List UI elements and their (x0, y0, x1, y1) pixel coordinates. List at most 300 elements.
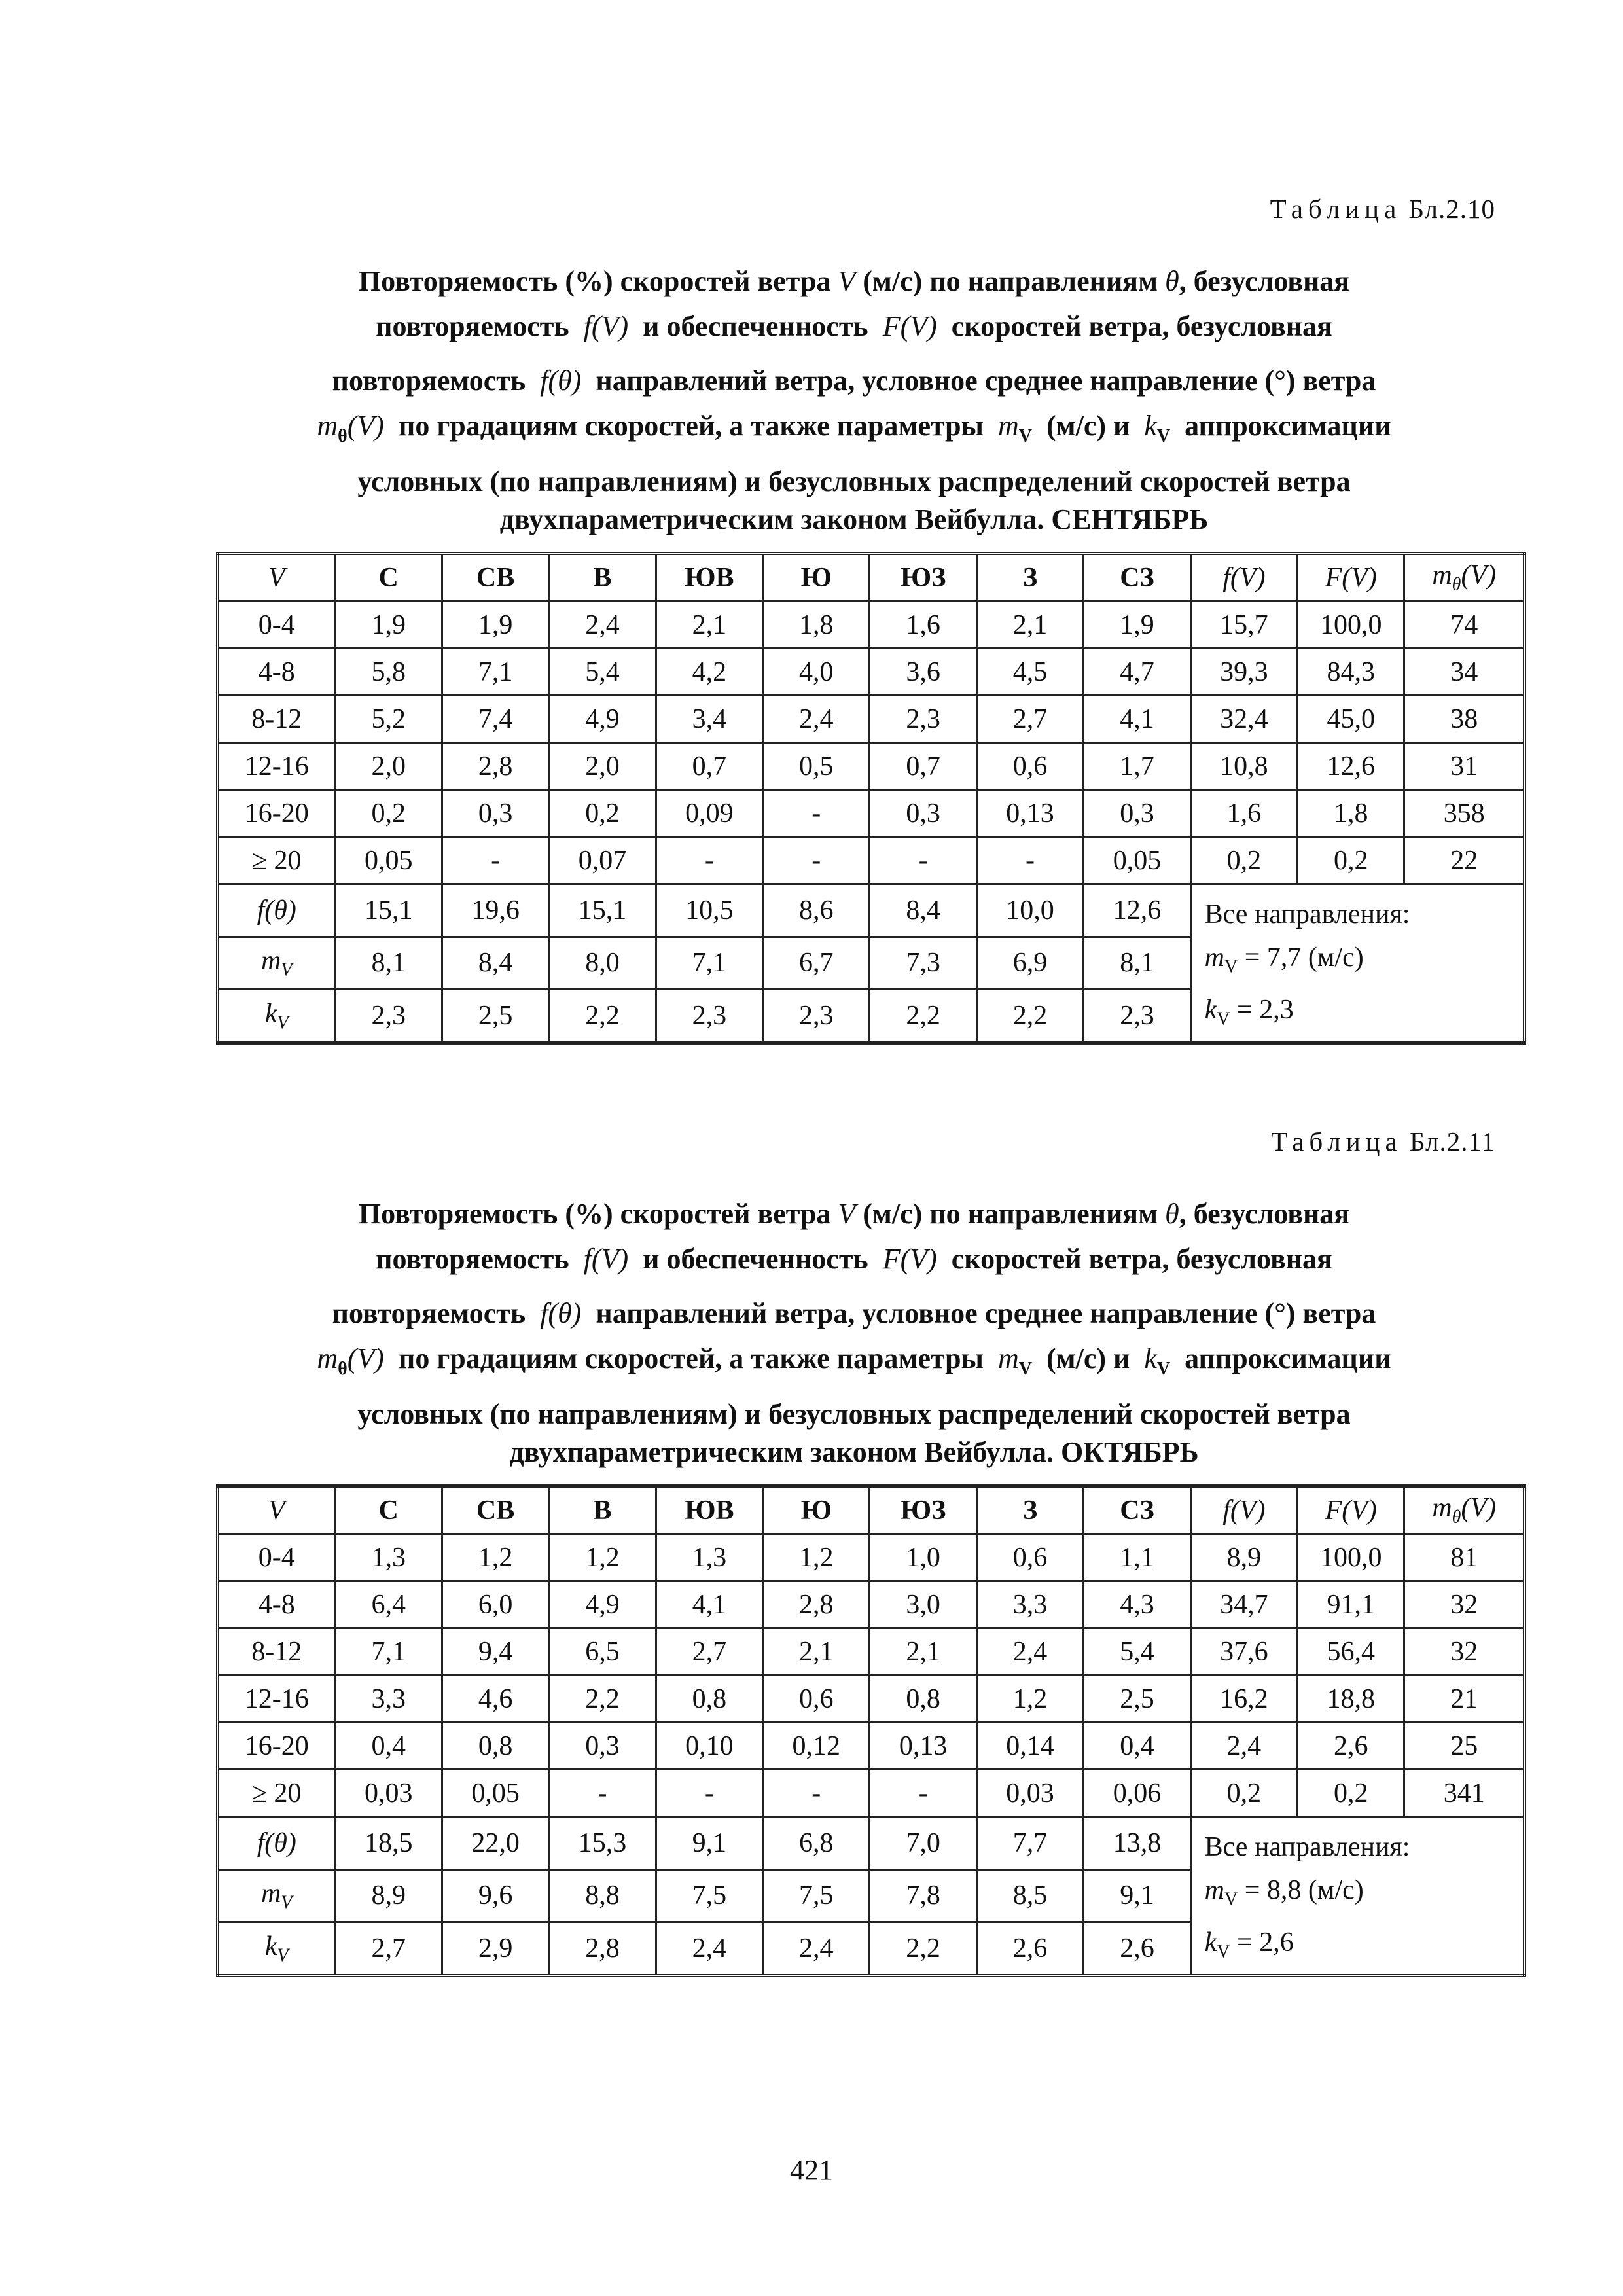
kv-cell: 2,6 (976, 1922, 1083, 1976)
f-v-cell: 8,9 (1190, 1534, 1297, 1581)
f-theta-cell: 8,4 (870, 884, 976, 937)
header-direction: СВ (442, 554, 548, 601)
title-text: по градациям скоростей, а также параметры (398, 410, 984, 442)
frequency-cell: 0,05 (442, 1770, 548, 1817)
frequency-cell: 4,1 (656, 1581, 762, 1628)
kv-cell: 2,3 (335, 990, 442, 1043)
frequency-cell: 0,8 (442, 1723, 548, 1770)
all-directions-kv (1205, 988, 1523, 1041)
title-line (216, 1395, 1492, 1433)
frequency-cell: 1,9 (335, 601, 442, 649)
title-text: (м/с) и (1046, 410, 1130, 442)
frequency-cell: 4,9 (549, 1581, 656, 1628)
f-theta-cell: 19,6 (442, 884, 548, 937)
f-theta-cell: 15,1 (549, 884, 656, 937)
table-row (218, 1770, 1525, 1817)
F-v-cell: 0,2 (1298, 837, 1404, 884)
frequency-cell: 2,4 (763, 696, 870, 743)
speed-range: ≥ 20 (218, 837, 336, 884)
title-symbol: f(θ) (540, 365, 582, 397)
m-symbol: m (1432, 1493, 1452, 1524)
header-direction: СВ (442, 1486, 548, 1534)
f-v-cell: 0,2 (1190, 1770, 1297, 1817)
title-text: , безусловная (1179, 265, 1350, 297)
title-text: повторяемость (376, 1243, 569, 1275)
kv-symbol: k (1204, 1928, 1217, 1958)
header-direction: ЮЗ (870, 1486, 976, 1534)
kv-cell: 2,2 (976, 990, 1083, 1043)
speed-range: 4-8 (218, 649, 336, 696)
kv-value: = 2,6 (1237, 1928, 1294, 1958)
frequency-cell: 3,3 (335, 1676, 442, 1723)
frequency-cell: 1,3 (335, 1534, 442, 1581)
header-direction: ЮВ (656, 1486, 762, 1534)
m-theta-cell: 31 (1404, 743, 1525, 790)
header-speed: V (218, 554, 336, 601)
frequency-cell: 0,3 (442, 790, 548, 837)
title-line (216, 358, 1492, 403)
kv-cell: 2,3 (763, 990, 870, 1043)
frequency-cell: 5,4 (1084, 1628, 1190, 1676)
table-title (216, 259, 1492, 539)
frequency-cell: 2,1 (763, 1628, 870, 1676)
title-text: (м/с) по направлениям (863, 1198, 1158, 1230)
frequency-cell: 0,8 (656, 1676, 762, 1723)
header-direction: СЗ (1084, 1486, 1190, 1534)
kv-cell: 2,3 (656, 990, 762, 1043)
frequency-cell: 0,3 (1084, 790, 1190, 837)
title-symbol: m (317, 1342, 338, 1374)
table-label (1270, 193, 1495, 224)
kv-value: = 2,3 (1237, 995, 1294, 1026)
frequency-cell: - (763, 837, 870, 884)
frequency-cell: 1,8 (763, 601, 870, 649)
m-argument: (V) (1461, 1493, 1497, 1524)
all-directions-heading: Все направления: (1204, 899, 1410, 929)
frequency-cell: 0,12 (763, 1723, 870, 1770)
title-symbol: f(θ) (540, 1297, 582, 1329)
frequency-cell: 7,1 (335, 1628, 442, 1676)
frequency-cell: 1,6 (870, 601, 976, 649)
m-theta-cell: 81 (1404, 1534, 1525, 1581)
frequency-cell: 1,7 (1084, 743, 1190, 790)
table-label-word: Таблица (1270, 194, 1402, 224)
F-v-cell: 100,0 (1298, 1534, 1404, 1581)
speed-range: ≥ 20 (218, 1770, 336, 1817)
m-subscript: θ (1452, 1507, 1461, 1528)
f-v-cell: 10,8 (1190, 743, 1297, 790)
mv-row-label (218, 937, 336, 990)
frequency-cell: 0,13 (870, 1723, 976, 1770)
title-text: по градациям скоростей, а также параметры (398, 1342, 984, 1374)
header-f-v: f(V) (1190, 554, 1297, 601)
header-direction: Ю (763, 554, 870, 601)
title-text: повторяемость (332, 365, 526, 397)
table-row (218, 1723, 1525, 1770)
header-direction: В (549, 1486, 656, 1534)
kv-cell: 2,7 (335, 1922, 442, 1976)
title-line (216, 1433, 1492, 1471)
frequency-cell: 0,13 (976, 790, 1083, 837)
F-v-cell: 56,4 (1298, 1628, 1404, 1676)
m-theta-cell: 341 (1404, 1770, 1525, 1817)
mv-symbol: m (1204, 942, 1224, 973)
kv-cell: 2,3 (1084, 990, 1190, 1043)
f-v-cell: 16,2 (1190, 1676, 1297, 1723)
frequency-cell: 1,3 (656, 1534, 762, 1581)
speed-range: 0-4 (218, 1534, 336, 1581)
frequency-cell: 4,7 (1084, 649, 1190, 696)
title-line (216, 1291, 1492, 1336)
header-speed: V (218, 1486, 336, 1534)
m-subscript: θ (1452, 574, 1461, 595)
frequency-cell: 3,3 (976, 1581, 1083, 1628)
mv-cell: 8,5 (976, 1869, 1083, 1922)
mv-cell: 9,6 (442, 1869, 548, 1922)
f-theta-cell: 22,0 (442, 1817, 548, 1870)
m-theta-cell: 38 (1404, 696, 1525, 743)
frequency-cell: 0,10 (656, 1723, 762, 1770)
title-text: , безусловная (1179, 1198, 1350, 1230)
title-subscript: V (1018, 1358, 1032, 1379)
header-m-theta (1404, 1486, 1525, 1534)
kv-row-subscript: V (277, 1945, 289, 1966)
f-theta-cell: 18,5 (335, 1817, 442, 1870)
frequency-cell: 0,06 (1084, 1770, 1190, 1817)
f-theta-cell: 13,8 (1084, 1817, 1190, 1870)
title-symbol: θ (1165, 265, 1179, 297)
frequency-cell: 3,0 (870, 1581, 976, 1628)
frequency-cell: 2,4 (549, 601, 656, 649)
f-v-cell: 39,3 (1190, 649, 1297, 696)
f-theta-cell: 7,0 (870, 1817, 976, 1870)
frequency-cell: 2,8 (442, 743, 548, 790)
frequency-cell: - (870, 837, 976, 884)
frequency-cell: 0,14 (976, 1723, 1083, 1770)
frequency-cell: 0,09 (656, 790, 762, 837)
title-line (216, 1336, 1492, 1391)
frequency-cell: 0,05 (1084, 837, 1190, 884)
table-row (218, 649, 1525, 696)
title-text: (м/с) по направлениям (863, 265, 1158, 297)
speed-range: 16-20 (218, 790, 336, 837)
mv-cell: 7,1 (656, 937, 762, 990)
mv-value: = 8,8 (1244, 1875, 1302, 1905)
title-text: повторяемость (332, 1297, 526, 1329)
mv-row-symbol: m (261, 1878, 281, 1909)
speed-range: 4-8 (218, 1581, 336, 1628)
header-direction: Ю (763, 1486, 870, 1534)
frequency-cell: 0,2 (335, 790, 442, 837)
header-direction: С (335, 554, 442, 601)
f-v-cell: 0,2 (1190, 837, 1297, 884)
title-symbol: k (1144, 1342, 1157, 1374)
title-symbol: θ (1165, 1198, 1179, 1230)
table-row (218, 743, 1525, 790)
frequency-cell: 0,2 (549, 790, 656, 837)
title-line (216, 403, 1492, 459)
title-line (216, 501, 1492, 539)
title-text: направлений ветра, условное среднее направление (°) ветра (596, 1297, 1376, 1329)
f-theta-cell: 15,3 (549, 1817, 656, 1870)
title-text: и обеспеченность (643, 1243, 868, 1275)
frequency-cell: 2,3 (870, 696, 976, 743)
title-subscript: θ (338, 425, 348, 446)
wind-table (216, 552, 1526, 1045)
frequency-cell: 2,0 (335, 743, 442, 790)
all-directions-mv (1205, 936, 1523, 988)
title-text: аппроксимации (1185, 1342, 1391, 1374)
title-symbol: (V) (347, 1342, 384, 1374)
frequency-cell: 0,03 (976, 1770, 1083, 1817)
mv-cell: 8,8 (549, 1869, 656, 1922)
title-symbol: F(V) (882, 310, 937, 342)
title-line (216, 304, 1492, 349)
F-v-cell: 91,1 (1298, 1581, 1404, 1628)
frequency-cell: 3,4 (656, 696, 762, 743)
header-direction: СЗ (1084, 554, 1190, 601)
m-theta-cell: 74 (1404, 601, 1525, 649)
table-label-number: Бл.2.10 (1408, 194, 1495, 224)
mv-cell: 7,8 (870, 1869, 976, 1922)
kv-cell: 2,2 (549, 990, 656, 1043)
f-theta-cell: 8,6 (763, 884, 870, 937)
table-label-word: Таблица (1271, 1126, 1402, 1157)
frequency-cell: - (549, 1770, 656, 1817)
frequency-cell: 2,1 (870, 1628, 976, 1676)
speed-range: 12-16 (218, 743, 336, 790)
frequency-cell: 0,6 (976, 1534, 1083, 1581)
frequency-cell: 4,9 (549, 696, 656, 743)
title-line (216, 463, 1492, 501)
F-v-cell: 45,0 (1298, 696, 1404, 743)
mv-row-subscript: V (281, 960, 293, 980)
mv-row-subscript: V (281, 1892, 293, 1913)
table-label (1271, 1126, 1495, 1157)
kv-row-label (218, 990, 336, 1043)
frequency-cell: 4,5 (976, 649, 1083, 696)
mv-cell: 7,3 (870, 937, 976, 990)
table-header-row (218, 554, 1525, 601)
speed-range: 16-20 (218, 1723, 336, 1770)
all-directions-heading: Все направления: (1204, 1832, 1410, 1862)
frequency-cell: - (656, 837, 762, 884)
frequency-cell: 0,4 (1084, 1723, 1190, 1770)
frequency-cell: 2,7 (656, 1628, 762, 1676)
frequency-cell: - (763, 790, 870, 837)
mv-cell: 8,1 (1084, 937, 1190, 990)
f-theta-cell: 10,5 (656, 884, 762, 937)
f-theta-cell: 12,6 (1084, 884, 1190, 937)
frequency-cell: 5,2 (335, 696, 442, 743)
f-theta-cell: 9,1 (656, 1817, 762, 1870)
kv-row-symbol: k (264, 1931, 277, 1962)
title-subscript: V (1018, 425, 1032, 446)
kv-symbol: k (1204, 995, 1217, 1026)
frequency-cell: - (870, 1770, 976, 1817)
m-symbol: m (1432, 560, 1452, 591)
frequency-cell: 0,6 (976, 743, 1083, 790)
frequency-cell: 1,1 (1084, 1534, 1190, 1581)
header-direction: З (976, 1486, 1083, 1534)
m-argument: (V) (1461, 560, 1497, 591)
frequency-cell: 0,3 (870, 790, 976, 837)
mv-cell: 8,9 (335, 1869, 442, 1922)
speed-range: 12-16 (218, 1676, 336, 1723)
frequency-cell: - (442, 837, 548, 884)
frequency-cell: 4,0 (763, 649, 870, 696)
frequency-cell: 3,6 (870, 649, 976, 696)
title-symbol: m (997, 1342, 1019, 1374)
F-v-cell: 12,6 (1298, 743, 1404, 790)
mv-cell: 6,9 (976, 937, 1083, 990)
table-row (218, 837, 1525, 884)
frequency-cell: 6,5 (549, 1628, 656, 1676)
title-line (216, 259, 1492, 304)
f-theta-row (218, 884, 1525, 937)
mv-cell: 8,0 (549, 937, 656, 990)
frequency-cell: 9,4 (442, 1628, 548, 1676)
header-F-v: F(V) (1298, 554, 1404, 601)
f-v-cell: 37,6 (1190, 1628, 1297, 1676)
table-row (218, 1628, 1525, 1676)
frequency-cell: 0,7 (656, 743, 762, 790)
wind-table (216, 1484, 1526, 1977)
table-label-number: Бл.2.11 (1410, 1126, 1495, 1157)
frequency-cell: 0,03 (335, 1770, 442, 1817)
frequency-cell: 0,3 (549, 1723, 656, 1770)
frequency-cell: 2,0 (549, 743, 656, 790)
header-direction: ЮЗ (870, 554, 976, 601)
title-subscript: V (1156, 1358, 1171, 1379)
frequency-cell: - (763, 1770, 870, 1817)
kv-cell: 2,2 (870, 990, 976, 1043)
mv-row-symbol: m (261, 946, 281, 977)
title-symbol: V (838, 1198, 856, 1230)
mv-unit: (м/с) (1308, 942, 1364, 973)
frequency-cell: 0,6 (763, 1676, 870, 1723)
frequency-cell: 2,7 (976, 696, 1083, 743)
frequency-cell: 4,3 (1084, 1581, 1190, 1628)
title-symbol: m (317, 410, 338, 442)
F-v-cell: 84,3 (1298, 649, 1404, 696)
title-text: условных (по направлениям) и безусловных распределений скоростей ветра (357, 465, 1351, 497)
table-row (218, 1676, 1525, 1723)
frequency-cell: 4,6 (442, 1676, 548, 1723)
frequency-cell: 2,1 (976, 601, 1083, 649)
f-theta-cell: 6,8 (763, 1817, 870, 1870)
title-symbol: F(V) (882, 1243, 937, 1275)
kv-row-subscript: V (277, 1013, 289, 1033)
frequency-cell: 1,2 (763, 1534, 870, 1581)
kv-row-symbol: k (264, 998, 277, 1029)
title-symbol: m (997, 410, 1019, 442)
F-v-cell: 1,8 (1298, 790, 1404, 837)
frequency-cell: 2,1 (656, 601, 762, 649)
frequency-cell: 1,2 (549, 1534, 656, 1581)
frequency-cell: 1,2 (442, 1534, 548, 1581)
title-symbol: f(V) (583, 1243, 629, 1275)
frequency-cell: 1,0 (870, 1534, 976, 1581)
speed-range: 8-12 (218, 1628, 336, 1676)
frequency-cell: 7,4 (442, 696, 548, 743)
kv-cell: 2,8 (549, 1922, 656, 1976)
frequency-cell: - (656, 1770, 762, 1817)
frequency-cell: 6,0 (442, 1581, 548, 1628)
all-directions-kv (1205, 1921, 1523, 1973)
frequency-cell: 0,7 (870, 743, 976, 790)
header-m-theta (1404, 554, 1525, 601)
table-row (218, 696, 1525, 743)
frequency-cell: 1,9 (442, 601, 548, 649)
title-text: (м/с) и (1046, 1342, 1130, 1374)
mv-subscript: V (1224, 1889, 1238, 1910)
mv-cell: 8,4 (442, 937, 548, 990)
kv-cell: 2,9 (442, 1922, 548, 1976)
mv-cell: 6,7 (763, 937, 870, 990)
frequency-cell: 0,07 (549, 837, 656, 884)
kv-cell: 2,4 (763, 1922, 870, 1976)
mv-cell: 8,1 (335, 937, 442, 990)
frequency-cell: 0,8 (870, 1676, 976, 1723)
title-text: направлений ветра, условное среднее направление (°) ветра (596, 365, 1376, 397)
title-text: повторяемость (376, 310, 569, 342)
m-theta-cell: 25 (1404, 1723, 1525, 1770)
title-text: Повторяемость (%) скоростей ветра (358, 265, 831, 297)
page-number: 421 (790, 2154, 833, 2186)
m-theta-cell: 34 (1404, 649, 1525, 696)
kv-cell: 2,4 (656, 1922, 762, 1976)
frequency-cell: 5,8 (335, 649, 442, 696)
all-directions-cell (1190, 884, 1524, 1043)
kv-cell: 2,2 (870, 1922, 976, 1976)
f-v-cell: 1,6 (1190, 790, 1297, 837)
table-row (218, 1581, 1525, 1628)
header-f-v: f(V) (1190, 1486, 1297, 1534)
F-v-cell: 100,0 (1298, 601, 1404, 649)
frequency-cell: 2,4 (976, 1628, 1083, 1676)
table-title (216, 1191, 1492, 1471)
speed-range: 8-12 (218, 696, 336, 743)
f-theta-cell: 15,1 (335, 884, 442, 937)
f-v-cell: 32,4 (1190, 696, 1297, 743)
mv-unit: (м/с) (1308, 1875, 1364, 1905)
title-text: скоростей ветра, безусловная (951, 1243, 1332, 1275)
f-theta-cell: 10,0 (976, 884, 1083, 937)
header-direction: С (335, 1486, 442, 1534)
title-text: двухпараметрическим законом Вейбулла. СЕНТЯБРЬ (499, 503, 1209, 535)
title-text: и обеспеченность (643, 310, 868, 342)
speed-range: 0-4 (218, 601, 336, 649)
f-theta-row (218, 1817, 1525, 1870)
frequency-cell: - (976, 837, 1083, 884)
mv-cell: 7,5 (656, 1869, 762, 1922)
frequency-cell: 1,2 (976, 1676, 1083, 1723)
f-v-cell: 15,7 (1190, 601, 1297, 649)
f-v-cell: 2,4 (1190, 1723, 1297, 1770)
mv-row-label (218, 1869, 336, 1922)
f-v-cell: 34,7 (1190, 1581, 1297, 1628)
f-theta-label: f(θ) (218, 884, 336, 937)
table-row (218, 1534, 1525, 1581)
title-symbol: (V) (347, 410, 384, 442)
mv-subscript: V (1224, 956, 1238, 977)
header-direction: ЮВ (656, 554, 762, 601)
frequency-cell: 5,4 (549, 649, 656, 696)
header-direction: З (976, 554, 1083, 601)
m-theta-cell: 358 (1404, 790, 1525, 837)
mv-cell: 9,1 (1084, 1869, 1190, 1922)
